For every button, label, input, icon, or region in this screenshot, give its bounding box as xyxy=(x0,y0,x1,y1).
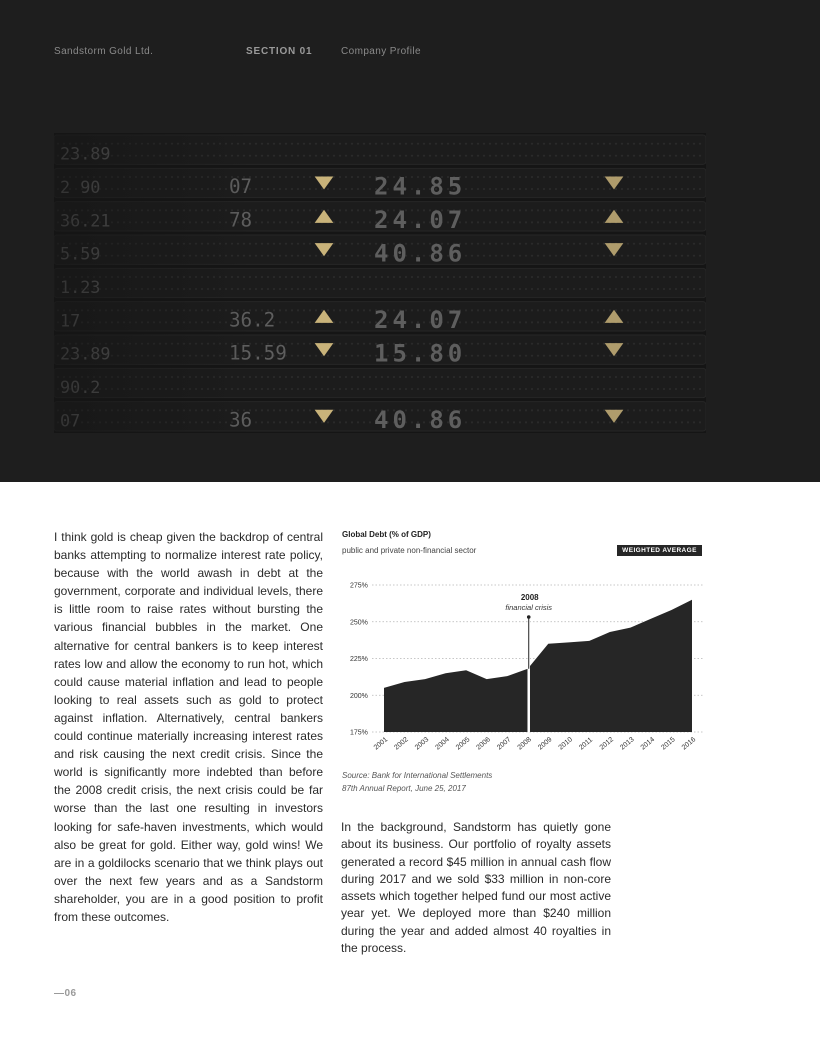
x-tick-label: 2004 xyxy=(434,736,451,752)
x-tick-label: 2013 xyxy=(619,736,636,752)
global-debt-chart xyxy=(342,575,712,765)
x-tick-label: 2010 xyxy=(557,736,575,752)
crisis-marker-dot xyxy=(527,615,531,619)
y-tick-label: 225% xyxy=(350,656,368,663)
y-tick-label: 200% xyxy=(350,692,368,700)
x-tick-label: 2011 xyxy=(578,736,595,752)
x-tick-label: 2007 xyxy=(495,736,513,752)
x-tick-label: 2008 xyxy=(516,736,533,752)
x-tick-label: 2009 xyxy=(537,736,554,752)
y-tick-label: 250% xyxy=(350,619,368,627)
y-tick-label: 175% xyxy=(350,729,368,737)
x-tick-label: 2006 xyxy=(475,736,492,752)
x-tick-label: 2015 xyxy=(660,736,677,752)
x-tick-label: 2005 xyxy=(454,736,472,752)
y-tick-label: 275% xyxy=(350,582,368,590)
annotation-sublabel: financial crisis xyxy=(505,603,553,612)
body-text-left: I think gold is cheap given the backdrop of central banks attempting to normalize interest rate policy, because with the world awash in debt at the government, corporate and individual levels, there is little room to raise rates without bursting the various financial bubbles in the market. One alternative for central bankers is to keep interest rates low and allow the economy to run hot, which could cause material inflation and lead to people looking to real assets such as gold to protect against inflation. Alternatively, central bankers could continue materially increasing interest rates and risk causing the next credit crisis. Since the world is significantly more indebted than before the 2008 credit crisis, the next crisis could be far worse than the last one resulting in investors looking for safe-haven investments, which would also be great for gold. Either way, gold wins! We are in a goldilocks scenario that we think plays out over the next few years and as a Sandstorm shareholder, you are in a good position to profit from these outcomes. xyxy=(54,530,323,924)
section-title: Company Profile xyxy=(341,46,421,57)
chart-source xyxy=(342,770,492,795)
x-tick-label: 2014 xyxy=(639,736,657,752)
vignette xyxy=(54,133,706,433)
x-tick-label: 2016 xyxy=(680,736,698,752)
debt-area xyxy=(384,600,692,732)
x-tick-label: 2001 xyxy=(372,736,390,752)
source-line-2: 87th Annual Report, June 25, 2017 xyxy=(342,783,466,793)
source-line-1: Source: Bank for International Settlements xyxy=(342,771,493,780)
section-label: SECTION 01 xyxy=(246,46,313,57)
page-number: —06 xyxy=(54,988,77,999)
hero-image xyxy=(54,133,706,433)
annotation-label: 2008 xyxy=(520,593,539,602)
stock-ticker-illustration xyxy=(54,133,706,433)
body-text-right: In the background, Sandstorm has quietly gone about its business. Our portfolio of royalty assets generated a record $45 million in annual cash flow during 2017 and we sold $33 million in non-core assets which together helped fund our most active year yet. We deployed more than $240 million during the year and added almost 40 royalties in the process. xyxy=(341,820,611,956)
chart-title: Global Debt (% of GDP) xyxy=(342,530,431,539)
x-tick-label: 2012 xyxy=(598,736,616,752)
chart-subtitle: public and private non-financial sector xyxy=(342,546,477,555)
x-tick-label: 2003 xyxy=(413,736,431,752)
x-tick-label: 2002 xyxy=(393,736,410,752)
chart-legend-badge: WEIGHTED AVERAGE xyxy=(617,545,702,556)
company-name: Sandstorm Gold Ltd. xyxy=(54,46,154,57)
